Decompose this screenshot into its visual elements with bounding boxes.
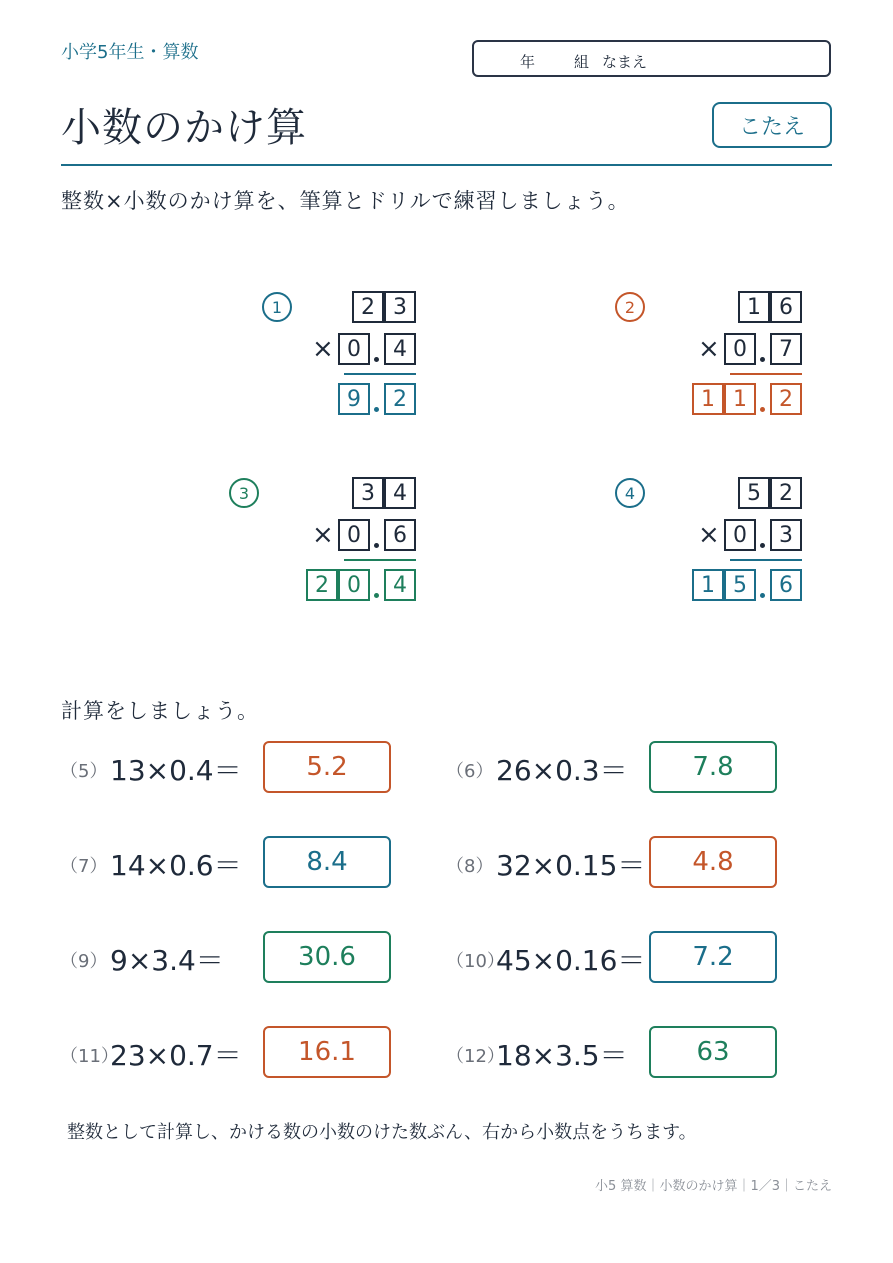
multiplier-digit: 3 bbox=[770, 519, 802, 551]
name-class-label: 組 bbox=[574, 53, 590, 71]
times-sign: × bbox=[698, 334, 720, 364]
page-footer: 小5 算数｜小数のかけ算｜1／3｜こたえ bbox=[595, 1179, 832, 1194]
sum-line bbox=[344, 373, 416, 375]
name-label: なまえ bbox=[602, 53, 648, 71]
drill-expression: 45×0.16＝ bbox=[496, 944, 646, 977]
multiplicand-digit: 1 bbox=[738, 291, 770, 323]
result-digit: 4 bbox=[384, 569, 416, 601]
drill-number: （7） bbox=[60, 856, 108, 877]
title-divider bbox=[61, 164, 832, 166]
decimal-point bbox=[760, 543, 765, 548]
drill-answer-box[interactable]: 7.8 bbox=[649, 741, 777, 793]
multiplier-digit: 0 bbox=[338, 519, 370, 551]
hint-note: 整数として計算し、かける数の小数のけた数ぶん、右から小数点をうちます。 bbox=[67, 1122, 697, 1143]
drill-expression: 18×3.5＝ bbox=[496, 1039, 628, 1072]
drill-number: （6） bbox=[446, 761, 494, 782]
drill-expression: 26×0.3＝ bbox=[496, 754, 628, 787]
decimal-point bbox=[374, 357, 379, 362]
multiplicand-digit: 4 bbox=[384, 477, 416, 509]
drill-number: （5） bbox=[60, 761, 108, 782]
drill-expression: 14×0.6＝ bbox=[110, 849, 242, 882]
result-digit: 1 bbox=[692, 383, 724, 415]
multiplier-digit: 6 bbox=[384, 519, 416, 551]
result-digit: 2 bbox=[770, 383, 802, 415]
drill-answer-box[interactable]: 5.2 bbox=[263, 741, 391, 793]
decimal-point bbox=[760, 407, 765, 412]
name-field[interactable] bbox=[472, 40, 831, 77]
page-title: 小数のかけ算 bbox=[61, 105, 307, 151]
multiplier-digit: 0 bbox=[338, 333, 370, 365]
sum-line bbox=[730, 559, 802, 561]
times-sign: × bbox=[312, 334, 334, 364]
multiplier-digit: 0 bbox=[724, 333, 756, 365]
decimal-point bbox=[374, 543, 379, 548]
multiplicand-digit: 3 bbox=[384, 291, 416, 323]
sum-line bbox=[344, 559, 416, 561]
drill-expression: 23×0.7＝ bbox=[110, 1039, 242, 1072]
drill-number: （11） bbox=[60, 1046, 119, 1067]
multiplicand-digit: 3 bbox=[352, 477, 384, 509]
drill-answer-box[interactable]: 16.1 bbox=[263, 1026, 391, 1078]
decimal-point bbox=[374, 593, 379, 598]
multiplicand-digit: 5 bbox=[738, 477, 770, 509]
multiplicand-digit: 2 bbox=[352, 291, 384, 323]
result-digit: 1 bbox=[692, 569, 724, 601]
drill-expression: 13×0.4＝ bbox=[110, 754, 242, 787]
sum-line bbox=[730, 373, 802, 375]
problem-number-4: 4 bbox=[615, 478, 645, 508]
multiplier-digit: 4 bbox=[384, 333, 416, 365]
drill-number: （8） bbox=[446, 856, 494, 877]
result-digit: 5 bbox=[724, 569, 756, 601]
drill-heading: 計算をしましょう。 bbox=[61, 699, 259, 723]
result-digit: 6 bbox=[770, 569, 802, 601]
drill-number: （12） bbox=[446, 1046, 505, 1067]
problem-number-3: 3 bbox=[229, 478, 259, 508]
result-digit: 2 bbox=[306, 569, 338, 601]
result-digit: 9 bbox=[338, 383, 370, 415]
drill-answer-box[interactable]: 63 bbox=[649, 1026, 777, 1078]
grade-label: 小学5年生・算数 bbox=[61, 42, 199, 63]
drill-expression: 9×3.4＝ bbox=[110, 944, 224, 977]
drill-number: （10） bbox=[446, 951, 505, 972]
decimal-point bbox=[374, 407, 379, 412]
decimal-point bbox=[760, 593, 765, 598]
multiplicand-digit: 2 bbox=[770, 477, 802, 509]
answer-badge: こたえ bbox=[712, 102, 832, 148]
problem-number-2: 2 bbox=[615, 292, 645, 322]
drill-answer-box[interactable]: 7.2 bbox=[649, 931, 777, 983]
drill-answer-box[interactable]: 8.4 bbox=[263, 836, 391, 888]
problem-number-1: 1 bbox=[262, 292, 292, 322]
drill-answer-box[interactable]: 30.6 bbox=[263, 931, 391, 983]
result-digit: 2 bbox=[384, 383, 416, 415]
name-year-label: 年 bbox=[520, 53, 536, 71]
multiplier-digit: 0 bbox=[724, 519, 756, 551]
result-digit: 0 bbox=[338, 569, 370, 601]
instruction-text: 整数×小数のかけ算を、筆算とドリルで練習しましょう。 bbox=[61, 189, 630, 213]
drill-number: （9） bbox=[60, 951, 108, 972]
times-sign: × bbox=[698, 520, 720, 550]
drill-expression: 32×0.15＝ bbox=[496, 849, 646, 882]
drill-answer-box[interactable]: 4.8 bbox=[649, 836, 777, 888]
result-digit: 1 bbox=[724, 383, 756, 415]
multiplicand-digit: 6 bbox=[770, 291, 802, 323]
decimal-point bbox=[760, 357, 765, 362]
multiplier-digit: 7 bbox=[770, 333, 802, 365]
times-sign: × bbox=[312, 520, 334, 550]
